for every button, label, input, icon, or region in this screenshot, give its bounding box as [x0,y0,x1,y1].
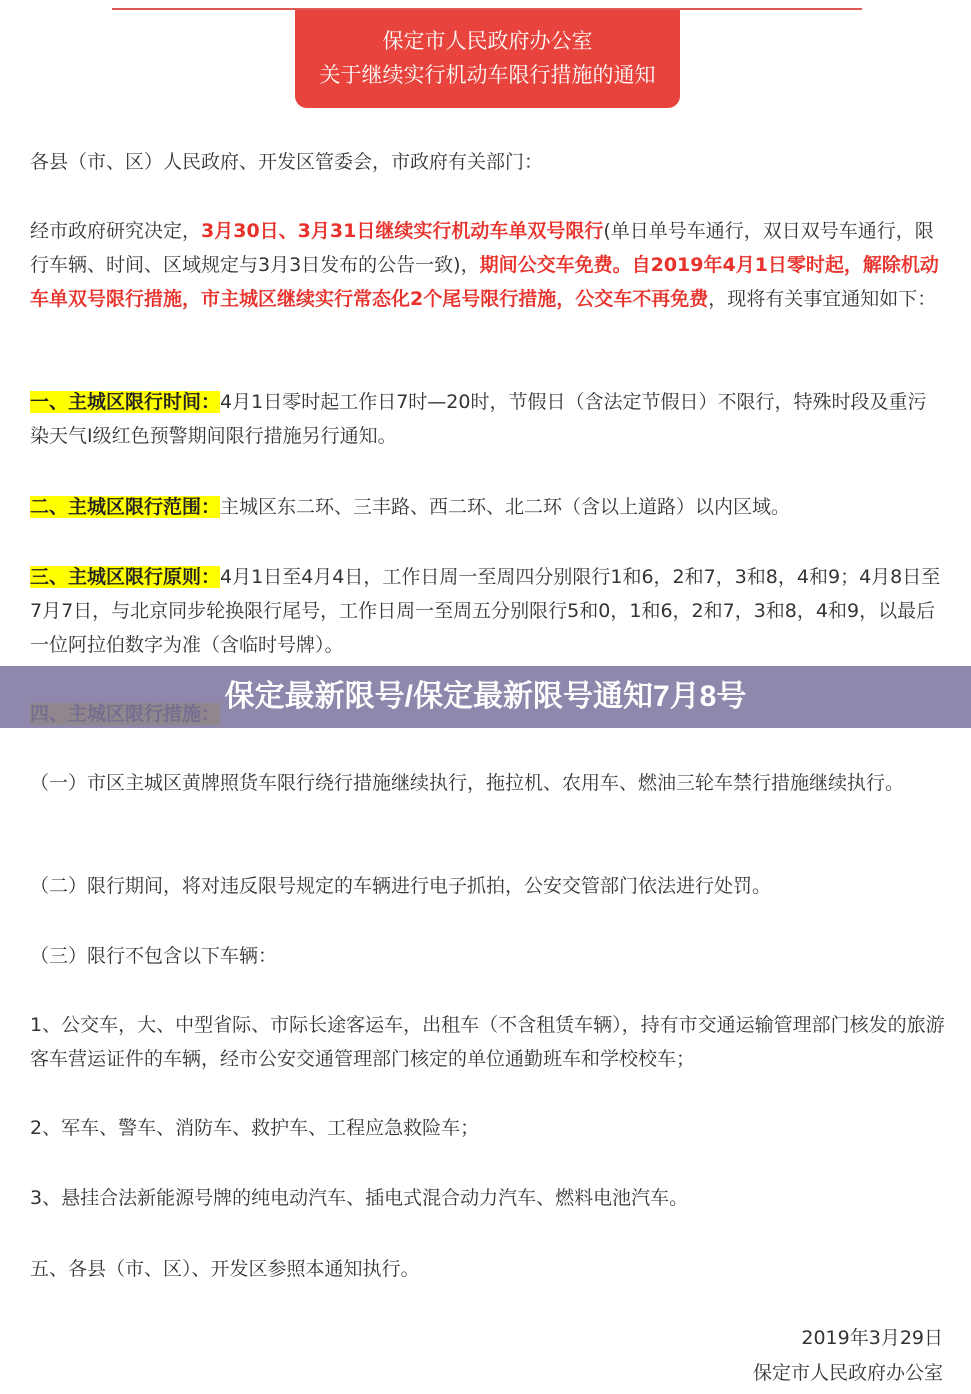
section-5: 五、各县（市、区）、开发区参照本通知执行。 [30,1258,420,1280]
header-line-2: 关于继续实行机动车限行措施的通知 [319,63,656,87]
section-1 [30,385,945,453]
header-line-1: 保定市人民政府办公室 [382,29,593,53]
section-2-title: 二、主城区限行范围： [30,496,221,518]
exempt-item-1: 1、公交车，大、中型省际、市际长途客运车，出租车（不含租赁车辆），持有市交通运输管理部门核发的旅游客车营运证件的车辆，经市公安交通管理部门核定的单位通勤班车和学校校车； [30,1014,945,1070]
intro-text-1: 经市政府研究决定， [30,220,202,242]
article-title-overlay: 保定最新限号/保定最新限号通知7月8号 [0,666,971,728]
section-3-title: 三、主城区限行原则： [30,566,221,588]
notice-header-banner [295,10,680,108]
intro-red-1: 3月30日、3月31日继续实行机动车单双号限行 [201,220,604,242]
intro-text-2: (单日单号车通行，双日双号车通行，限行车辆、时间、区域规定与3月3日发布的公告一致)， [30,220,934,276]
intro-text-3: ，现将有关事宜通知如下： [708,288,937,310]
exempt-item-3: 3、悬挂合法新能源号牌的纯电动汽车、插电式混合动力汽车、燃料电池汽车。 [30,1187,689,1209]
intro-red-2: 期间公交车免费。自2019年4月1日零时起，解除机动车单双号限行措施，市主城区继续实行常态化2个尾号限行措施，公交车不再免费 [30,254,939,310]
section-1-title: 一、主城区限行时间： [30,391,221,413]
section-3-text: 4月1日至4月4日，工作日周一至周四分别限行1和6，2和7，3和8，4和9；4月8日至7月7日，与北京同步轮换限行尾号，工作日周一至周五分别限行5和0，1和6，2和7，3和8，4和9，以最后一位阿拉伯数字为准（含临时号牌）。 [30,566,941,656]
section-3 [30,560,945,662]
section-1-text: 4月1日零时起工作日7时—20时，节假日（含法定节假日）不限行，特殊时段及重污染天气Ⅰ级红色预警期间限行措施另行通知。 [30,391,927,447]
section-2 [30,490,945,524]
signature-org: 保定市人民政府办公室 [752,1362,943,1384]
item-1: （一）市区主城区黄牌照货车限行绕行措施继续执行，拖拉机、农用车、燃油三轮车禁行措施继续执行。 [30,772,905,794]
salutation: 各县（市、区）人民政府、开发区管委会，市政府有关部门： [30,151,544,173]
intro-paragraph [30,214,945,316]
item-3: （三）限行不包含以下车辆： [30,945,278,967]
item-2: （二）限行期间，将对违反限号规定的车辆进行电子抓拍，公安交管部门依法进行处罚。 [30,875,772,897]
exempt-item-2: 2、军车、警车、消防车、救护车、工程应急救险车； [30,1117,480,1139]
section-2-text: 主城区东二环、三丰路、西二环、北二环（含以上道路）以内区域。 [220,496,791,518]
signature-date: 2019年3月29日 [801,1327,943,1349]
